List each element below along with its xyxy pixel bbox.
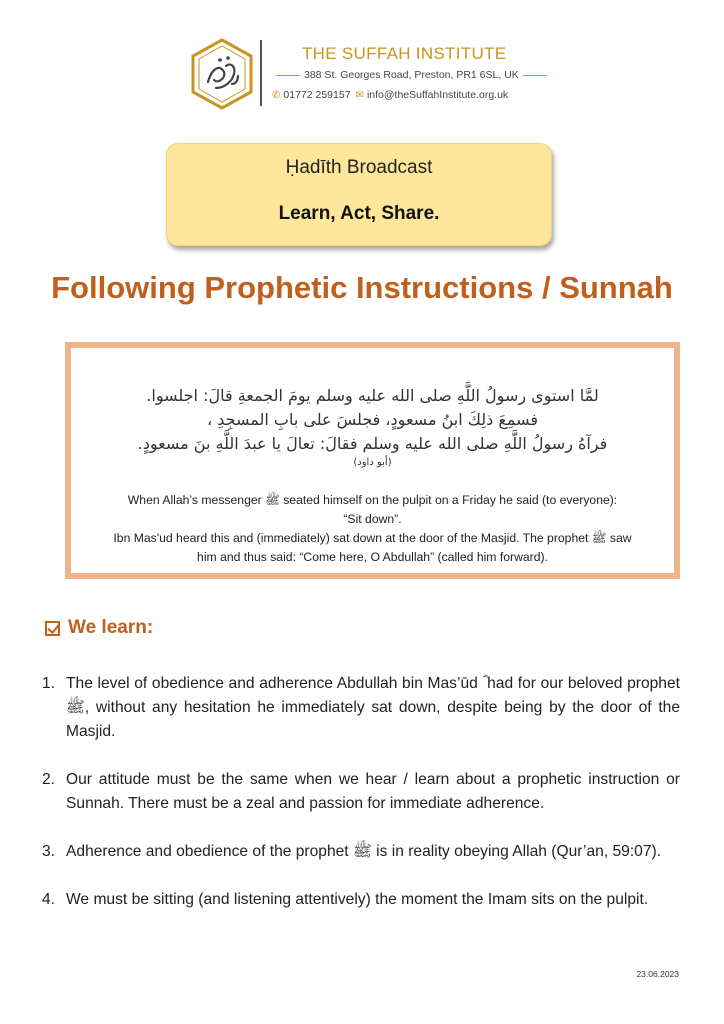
learning-points-list [42, 672, 680, 936]
institute-logo-icon [190, 38, 254, 110]
list-number: 1. [42, 675, 56, 692]
list-item [42, 768, 680, 816]
email-icon: ✉ [355, 89, 364, 101]
institute-address-line [272, 69, 551, 81]
list-item [42, 672, 680, 744]
list-number: 4. [42, 891, 56, 908]
hadith-source: (أبو داود) [353, 457, 392, 468]
institute-email[interactable]: info@theSuffahInstitute.org.uk [366, 89, 509, 101]
institute-address: 388 St. Georges Road, Preston, PR1 6SL, UK [304, 69, 519, 81]
translation-line: Ibn Mas'ud heard this and (immediately) sat down at the door of the Masjid. The prophet ﷺ saw [113, 531, 632, 545]
address-dash-right [523, 75, 547, 76]
institute-phone: 01772 259157 [283, 89, 351, 101]
list-text: Adherence and obedience of the prophet ﷺ is in reality obeying Allah (Qur’an, 59:07). [66, 843, 662, 860]
checkbox-icon [45, 621, 60, 636]
translation-line: When Allah’s messenger ﷺ seated himself on the pulpit on a Friday he said (to everyone): [127, 493, 618, 507]
translation-line: him and thus said: “Come here, O Abdullah” (called him forward). [197, 550, 548, 564]
list-text: The level of obedience and adherence Abdullah bin Mas’ūd ؓ had for our beloved prophet ﷺ, without any hesitation he immediately sat down, despite being by the door of the Masjid. [66, 675, 680, 740]
banner-subtitle: Learn, Act, Share. [278, 203, 440, 224]
letterhead [190, 38, 550, 110]
list-item [42, 840, 680, 864]
hadith-broadcast-banner [166, 143, 552, 246]
banner-title: Ḥadīth Broadcast [285, 157, 433, 178]
hadith-box [65, 342, 680, 579]
hadith-arabic [111, 384, 634, 470]
arabic-line: لمَّا استوى رسولُ اللَّهِ صلى الله عليه وسلم يومَ الجمعةِ قالَ: اجلسوا. [146, 386, 599, 405]
page-title: Following Prophetic Instructions / Sunnah [51, 270, 673, 305]
arabic-line: فسمِعَ ذلِكَ ابنُ مسعودٍ، فجلسَ على بابِ المسجِدِ ، [206, 410, 539, 429]
institute-name: THE SUFFAH INSTITUTE [302, 44, 507, 63]
list-number: 2. [42, 771, 56, 788]
we-learn-label: We learn: [68, 617, 154, 638]
list-text: Our attitude must be the same when we hear / learn about a prophetic instruction or Sunnah. There must be a zeal and passion for immediate adherence. [66, 771, 680, 812]
list-number: 3. [42, 843, 56, 860]
document-date: 23.06.2023 [636, 969, 679, 979]
we-learn-heading [45, 617, 153, 639]
address-dash-left [276, 75, 300, 76]
list-text: We must be sitting (and listening attentively) the moment the Imam sits on the pulpit. [66, 891, 649, 908]
arabic-line: فرآهُ رسولُ اللَّهِ صلى الله عليه وسلم فقالَ: تعالَ يا عبدَ اللَّهِ بنَ مسعودٍ. [137, 434, 608, 453]
list-item [42, 888, 680, 912]
institute-contact-line [272, 89, 508, 101]
phone-icon: ✆ [272, 89, 281, 101]
translation-line: “Sit down”. [343, 512, 402, 526]
hadith-translation [83, 491, 662, 567]
header-divider [260, 40, 262, 106]
